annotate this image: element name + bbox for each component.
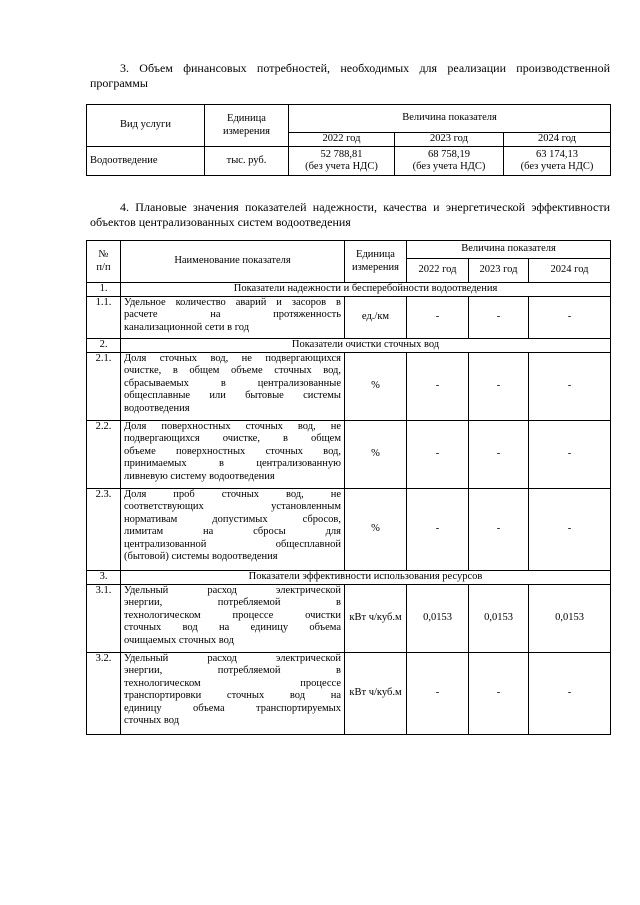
- indicator-unit: кВт ч/куб.м: [345, 653, 407, 735]
- group-title: Показатели надежности и бесперебойности водоотведения: [121, 283, 611, 297]
- group-row: [87, 571, 611, 585]
- table-row: [87, 297, 611, 339]
- value-cell: 0,0153: [529, 585, 611, 653]
- value-cell: -: [469, 421, 529, 489]
- group-title: Показатели очистки сточных вод: [121, 339, 611, 353]
- row-num: 2.2.: [87, 421, 121, 489]
- row-num: 3.1.: [87, 585, 121, 653]
- value-cell: 0,0153: [469, 585, 529, 653]
- value-cell: -: [407, 421, 469, 489]
- service-name: Водоотведение: [87, 147, 205, 176]
- indicator-name: Доля сточных вод, не подвергающихся очистке, в общем объеме сточных вод, сбрасываемых в централизованные общесплавные или бытовые системы водоотведения: [121, 353, 345, 421]
- value-cell: 0,0153: [407, 585, 469, 653]
- table-row: [87, 489, 611, 571]
- value-cell: -: [469, 353, 529, 421]
- year-header: 2023 год: [395, 133, 504, 147]
- indicator-unit: %: [345, 489, 407, 571]
- value-cell: -: [529, 421, 611, 489]
- col-unit-header: Единица измерения: [345, 241, 407, 283]
- indicator-name: Удельный расход электрической энергии, потребляемой в технологическом процессе очистки сточных вод на единицу объема очищаемых сточных вод: [121, 585, 345, 653]
- indicator-name: Удельный расход электрической энергии, потребляемой в технологическом процессе транспортировки сточных вод на единицу объема транспортируемых сточных вод: [121, 653, 345, 735]
- indicator-name: Доля поверхностных сточных вод, не подвергающихся очистке, в общем объеме поверхностных сточных вод, принимаемых в централизованную ливневую систему водоотведения: [121, 421, 345, 489]
- table-row: [87, 421, 611, 489]
- col-unit-header: Единица измерения: [205, 105, 289, 147]
- indicator-unit: кВт ч/куб.м: [345, 585, 407, 653]
- indicator-unit: ед./км: [345, 297, 407, 339]
- col-value-header: Величина показателя: [289, 105, 611, 133]
- service-unit: тыс. руб.: [205, 147, 289, 176]
- table-row: [87, 147, 611, 176]
- col-value-header: Величина показателя: [407, 241, 611, 259]
- value-cell: -: [469, 489, 529, 571]
- group-num: 3.: [87, 571, 121, 585]
- indicator-unit: %: [345, 421, 407, 489]
- year-header: 2024 год: [529, 259, 611, 283]
- value-cell: 63 174,13 (без учета НДС): [504, 147, 611, 176]
- year-header: 2022 год: [289, 133, 395, 147]
- group-num: 1.: [87, 283, 121, 297]
- indicator-name: Доля проб сточных вод, не соответствующих установленным нормативам допустимых сбросов, лимитам на сбросы для централизованной общесплавной (бытовой) системы водоотведения: [121, 489, 345, 571]
- value-cell: 52 788,81 (без учета НДС): [289, 147, 395, 176]
- indicator-name: Удельное количество аварий и засоров в расчете на протяженность канализационной сети в год: [121, 297, 345, 339]
- table-row: [87, 585, 611, 653]
- group-title: Показатели эффективности использования ресурсов: [121, 571, 611, 585]
- col-name-header: Наименование показателя: [121, 241, 345, 283]
- row-num: 2.3.: [87, 489, 121, 571]
- financial-needs-table: [86, 104, 611, 176]
- value-cell: -: [529, 653, 611, 735]
- col-num-header: № п/п: [87, 241, 121, 283]
- row-num: 3.2.: [87, 653, 121, 735]
- group-num: 2.: [87, 339, 121, 353]
- value-cell: -: [529, 353, 611, 421]
- row-num: 2.1.: [87, 353, 121, 421]
- col-service-header: Вид услуги: [87, 105, 205, 147]
- value-cell: 68 758,19 (без учета НДС): [395, 147, 504, 176]
- table-row: [87, 653, 611, 735]
- value-cell: -: [529, 489, 611, 571]
- group-row: [87, 283, 611, 297]
- value-cell: -: [469, 653, 529, 735]
- year-header: 2023 год: [469, 259, 529, 283]
- value-cell: -: [407, 653, 469, 735]
- year-header: 2024 год: [504, 133, 611, 147]
- year-header: 2022 год: [407, 259, 469, 283]
- section3-heading: 3. Объем финансовых потребностей, необходимых для реализации производственной программы: [90, 61, 610, 90]
- value-cell: -: [407, 297, 469, 339]
- section4-heading: 4. Плановые значения показателей надежности, качества и энергетической эффективности объектов централизованных систем водоотведения: [90, 200, 610, 229]
- value-cell: -: [529, 297, 611, 339]
- value-cell: -: [407, 353, 469, 421]
- group-row: [87, 339, 611, 353]
- value-cell: -: [469, 297, 529, 339]
- indicator-unit: %: [345, 353, 407, 421]
- value-cell: -: [407, 489, 469, 571]
- row-num: 1.1.: [87, 297, 121, 339]
- indicators-table: [86, 240, 611, 735]
- table-row: [87, 353, 611, 421]
